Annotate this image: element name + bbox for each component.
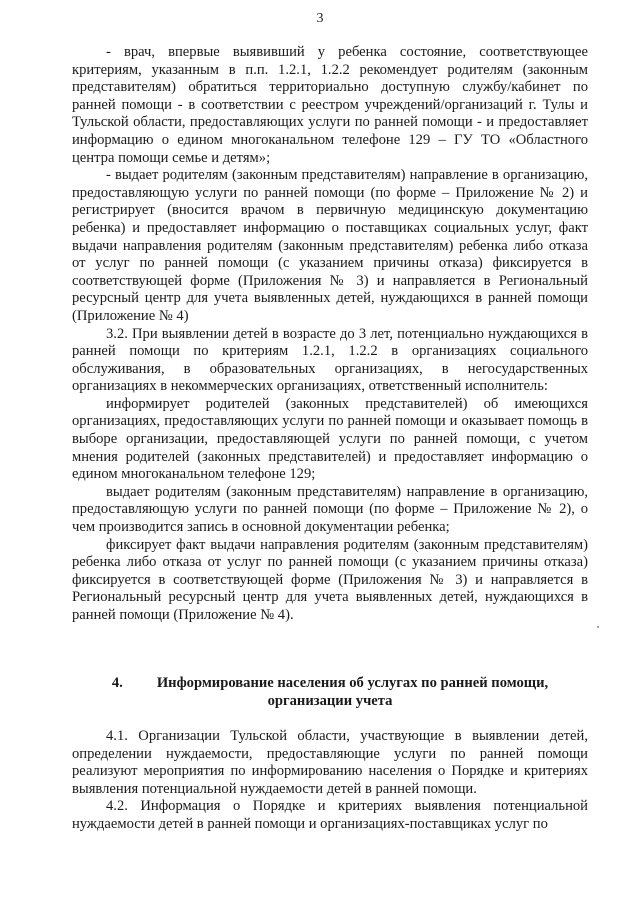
paragraph: выдает родителям (законным представителям) направление в организацию, предоставляющую услуги по ранней помощи (по форме – Приложение № 2), о чем производится запись в основной документации ребенка; <box>72 483 588 536</box>
page-number: 3 <box>316 11 324 26</box>
paragraph: - выдает родителям (законным представителям) направление в организацию, предоставляющую услуги по ранней помощи (по форме – Приложение № 2) и регистрирует (вносится врачом в первичную медицинскую документацию ребенка) и предоставляет информацию о поставщиках социальных услуг, факт выдачи направления родителям (законным представителям) ребенка либо отказа от услуг по ранней помощи (с указанием причины отказа) фиксируется в соответствующей форме (Приложения № 3) и направляется в Региональный ресурсный центр для учета выявленных детей, нуждающихся в ранней помощи (Приложение № 4) <box>72 167 588 324</box>
paragraph: - врач, впервые выявивший у ребенка состояние, соответствующее критериям, указанным в п.п. 1.2.1, 1.2.2 рекомендует родителям (законным представителям) обратиться территориально доступную службу/кабинет по ранней помощи - в соответствии с реестром учреждений/организаций г. Тулы и Тульской области, предоставляющих услуги по ранней помощи - и предоставляет информацию о едином многоканальном телефоне 129 – ГУ ТО «Областного центра помощи семье и детям»; <box>72 44 588 166</box>
paragraph: фиксирует факт выдачи направления родителям (законным представителям) ребенка либо отказа от услуг по ранней помощи (с указанием причины отказа) фиксируется в соответствующей форме (Приложения № 3) и направляется в Региональный ресурсный центр для учета выявленных детей, нуждающихся в ранней помощи (Приложение № 4). <box>72 536 588 623</box>
section-title-line2: организации учета <box>267 693 393 709</box>
paragraph: 4.2. Информация о Порядке и критериях выявления потенциальной нуждаемости детей в ранней помощи и организациях-поставщиках услуг по <box>72 798 588 832</box>
section-number: 4. <box>111 675 123 691</box>
paragraph: информирует родителей (законных представителей) об имеющихся организациях, предоставляющих услуги по ранней помощи и оказывает помощь в выборе организации, предоставляющей услуги по ранней помощи, с учетом мнения родителей (законных представителей) и предоставляет информацию о едином многоканальном телефоне 129; <box>72 395 588 483</box>
paragraph: 4.1. Организации Тульской области, участвующие в выявлении детей, определении нуждаемости, предоставляющие услуги по ранней помощи реализуют мероприятия по информированию населения о Порядке и критериях выявления потенциальной нуждаемости детей в ранней помощи. <box>72 728 588 797</box>
paragraph: 3.2. При выявлении детей в возрасте до 3 лет, потенциально нуждающихся в ранней помощи по критериям 1.2.1, 1.2.2 в организациях социального обслуживания, в образовательных организациях, в негосударственных организациях в некоммерческих организациях, ответственный исполнитель: <box>72 325 588 395</box>
section-heading <box>72 674 588 710</box>
scan-artifact <box>597 626 599 628</box>
section-title-line1: Информирование населения об услугах по ранней помощи, <box>156 675 549 691</box>
section-heading-line1 <box>72 674 588 692</box>
body-text-bottom <box>72 728 588 834</box>
body-text-top <box>72 44 588 625</box>
